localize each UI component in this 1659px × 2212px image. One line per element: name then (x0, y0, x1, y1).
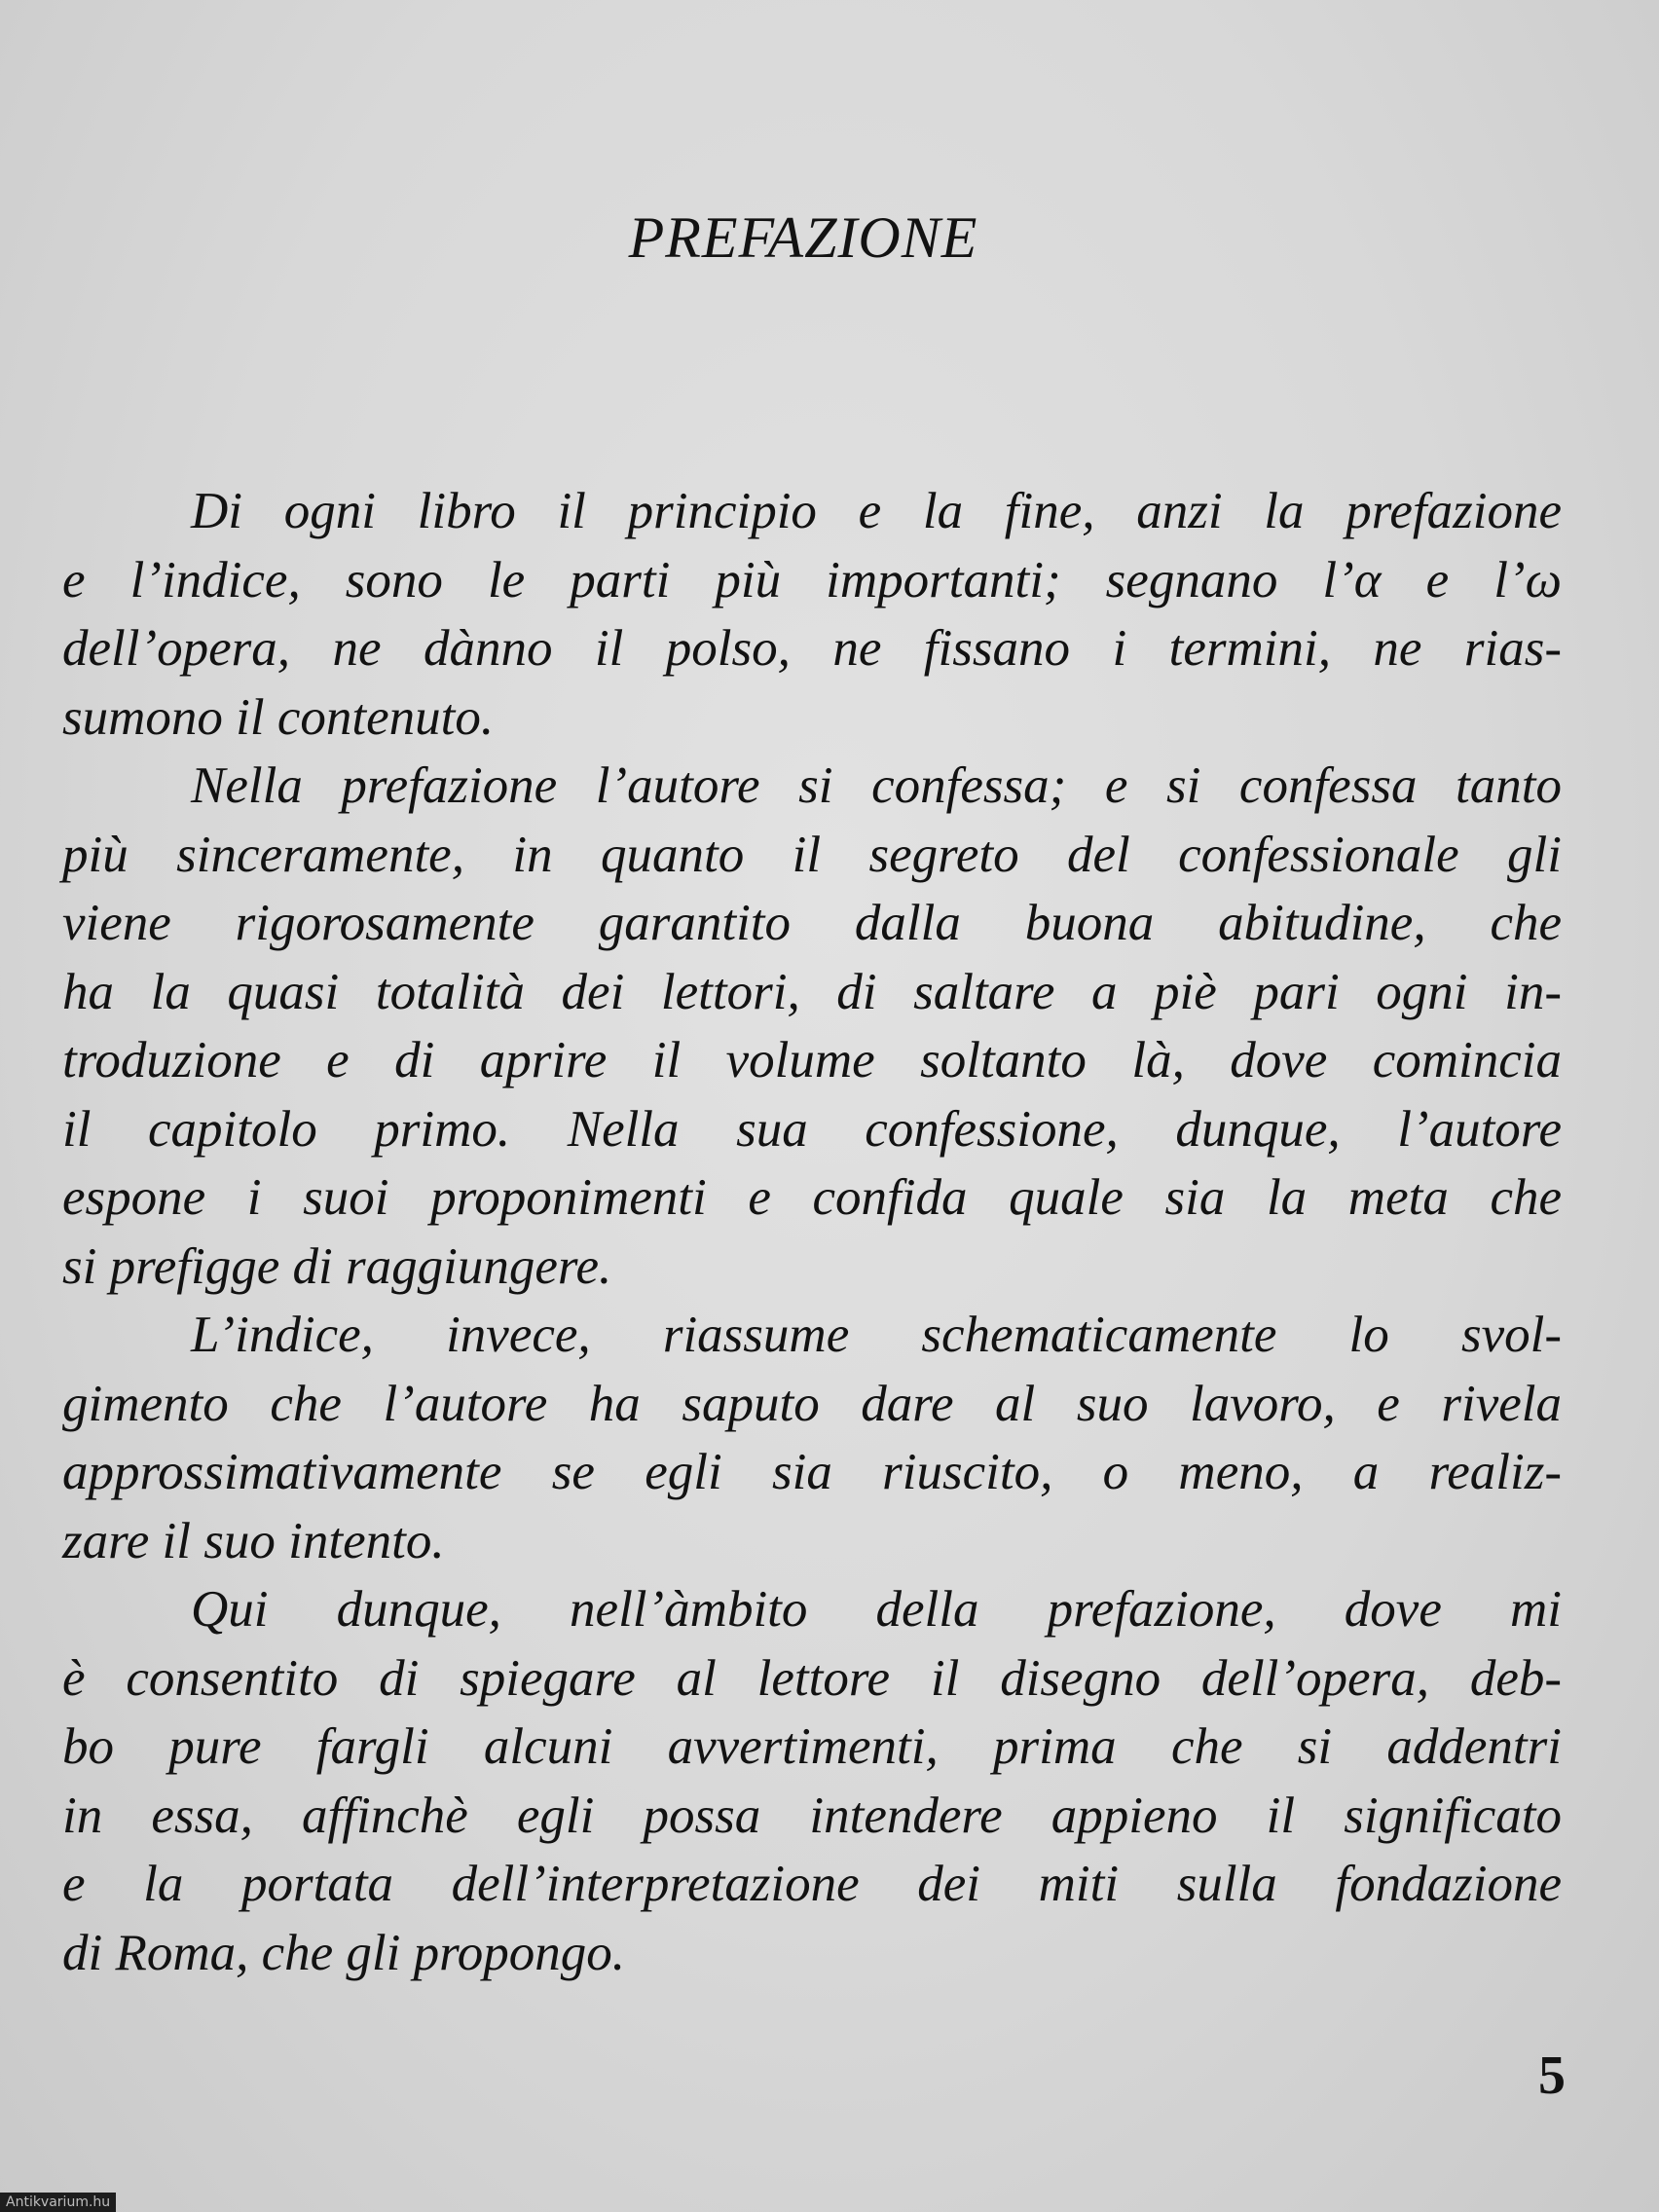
text-line: Qui dunque, nell’àmbito della prefazione, dove mi (191, 1581, 1562, 1638)
text-line: troduzione e di aprire il volume soltanto là, dove comincia (62, 1032, 1562, 1088)
paragraph-2 (62, 752, 1562, 1301)
text-line: bo pure fargli alcuni avvertimenti, prima che si addentri (62, 1718, 1562, 1775)
text-line: sumono il contenuto. (62, 688, 495, 746)
text-line: Di ogni libro il principio e la fine, anzi la prefazione (191, 483, 1562, 539)
paragraph-4 (62, 1575, 1562, 1987)
text-line: è consentito di spiegare al lettore il disegno dell’opera, deb- (62, 1649, 1562, 1707)
paragraph-1 (62, 477, 1562, 752)
preface-body (62, 477, 1562, 1987)
page-number: 5 (1538, 2046, 1566, 2106)
watermark: Antikvarium.hu (0, 2193, 116, 2212)
text-line: Nella prefazione l’autore si confessa; e si confessa tanto (191, 757, 1562, 814)
text-line: ha la quasi totalità dei lettori, di saltare a piè pari ogni in- (62, 963, 1562, 1020)
text-line: si prefigge di raggiungere. (62, 1237, 612, 1295)
text-line: più sinceramente, in quanto il segreto del confessionale gli (62, 826, 1562, 883)
text-line: in essa, affinchè egli possa intendere appieno il significato (62, 1787, 1562, 1844)
text-line: approssimativamente se egli sia riuscito, o meno, a realiz- (62, 1444, 1562, 1500)
text-line: e l’indice, sono le parti più importanti; segnano l’α e l’ω (62, 551, 1562, 608)
text-line: gimento che l’autore ha saputo dare al suo lavoro, e rivela (62, 1375, 1562, 1432)
text-line: il capitolo primo. Nella sua confessione, dunque, l’autore (62, 1100, 1562, 1158)
text-line: zare il suo intento. (62, 1512, 445, 1569)
text-line: espone i suoi proponimenti e confida quale sia la meta che (62, 1169, 1562, 1226)
text-line: L’indice, invece, riassume schematicamente lo svol- (191, 1307, 1562, 1363)
text-line: e la portata dell’interpretazione dei miti sulla fondazione (62, 1856, 1562, 1912)
paragraph-3 (62, 1301, 1562, 1575)
text-line: dell’opera, ne dànno il polso, ne fissano i termini, ne rias- (62, 620, 1562, 677)
page-title: PREFAZIONE (628, 205, 978, 270)
text-line: viene rigorosamente garantito dalla buona abitudine, che (62, 895, 1562, 951)
text-line: di Roma, che gli propongo. (62, 1924, 626, 1981)
